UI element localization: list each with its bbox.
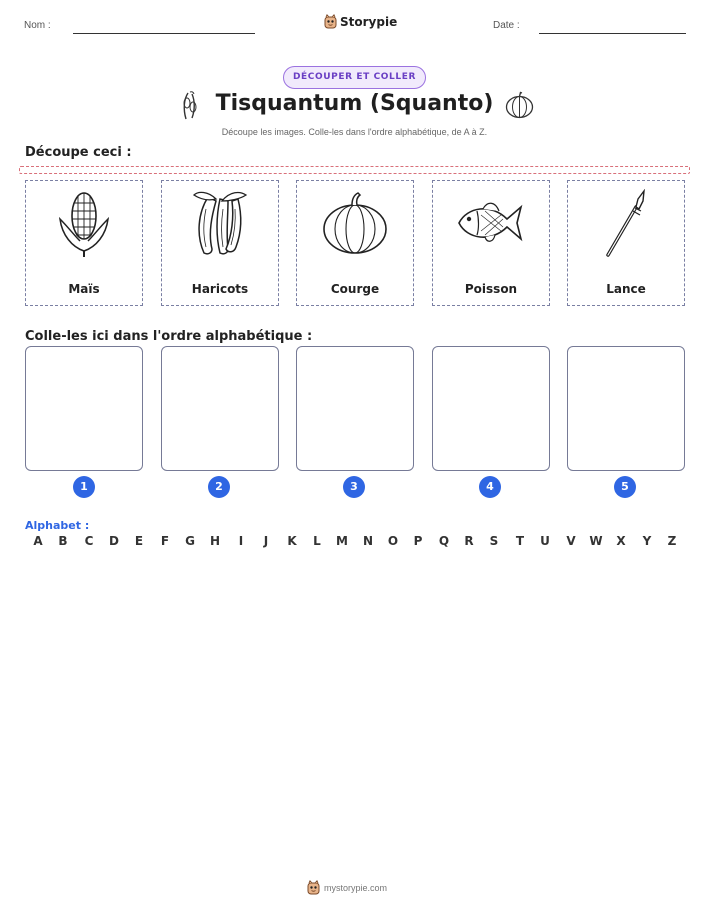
card-label: Haricots — [191, 282, 249, 296]
slot-number-badge: 1 — [73, 476, 95, 498]
alphabet-label: Alphabet : — [25, 519, 90, 532]
cut-card-corn[interactable] — [25, 180, 143, 306]
paste-slot-5[interactable] — [567, 346, 685, 471]
cut-card-fish[interactable] — [432, 180, 550, 306]
paste-slot-1[interactable] — [25, 346, 143, 471]
footer-url[interactable]: mystorypie.com — [324, 882, 388, 893]
beans-icon — [186, 189, 254, 259]
cut-line — [19, 166, 690, 174]
alphabet-letter: C — [84, 534, 94, 548]
alphabet-letter: U — [540, 534, 550, 548]
activity-badge: DÉCOUPER ET COLLER — [283, 66, 426, 89]
instructions: Découpe les images. Colle-les dans l'ordre alphabétique, de A à Z. — [221, 127, 488, 137]
storypie-mascot-icon — [307, 880, 320, 895]
alphabet-letter: L — [313, 534, 321, 548]
cut-section-label: Découpe ceci : — [25, 145, 132, 160]
alphabet-letter: W — [589, 534, 603, 548]
alphabet-letter: Z — [667, 534, 677, 548]
name-line[interactable] — [73, 33, 255, 34]
alphabet-letter: J — [263, 534, 269, 548]
card-label: Poisson — [464, 282, 518, 296]
alphabet-letter: H — [209, 534, 221, 548]
card-label: Lance — [606, 282, 646, 296]
card-label: Courge — [330, 282, 380, 296]
page-title: Tisquantum (Squanto) — [215, 91, 494, 116]
corn-icon — [50, 189, 118, 259]
slot-number-badge: 2 — [208, 476, 230, 498]
slot-number-badge: 4 — [479, 476, 501, 498]
alphabet-letter: Y — [642, 534, 652, 548]
alphabet-letter: Q — [438, 534, 450, 548]
alphabet-letter: T — [515, 534, 525, 548]
alphabet-letter: G — [185, 534, 195, 548]
alphabet-letter: O — [387, 534, 399, 548]
storypie-mascot-icon — [324, 14, 337, 29]
slot-number-badge: 3 — [343, 476, 365, 498]
brand-name: Storypie — [340, 14, 398, 29]
paste-slot-4[interactable] — [432, 346, 550, 471]
cut-card-spear[interactable] — [567, 180, 685, 306]
date-label: Date : — [493, 20, 520, 31]
cut-card-beans[interactable] — [161, 180, 279, 306]
alphabet-letter: D — [109, 534, 119, 548]
slot-number-badge: 5 — [614, 476, 636, 498]
cut-card-pumpkin[interactable] — [296, 180, 414, 306]
alphabet-letter: S — [489, 534, 499, 548]
name-label: Nom : — [24, 20, 51, 31]
paste-section-label: Colle-les ici dans l'ordre alphabétique : — [25, 329, 313, 344]
fish-icon — [457, 189, 525, 259]
alphabet-letter: P — [413, 534, 423, 548]
alphabet-letter: R — [464, 534, 474, 548]
pumpkin-deco-icon — [505, 91, 534, 119]
brand-logo — [324, 14, 397, 29]
footer — [307, 880, 387, 895]
alphabet-letter: N — [362, 534, 374, 548]
card-label: Maïs — [68, 282, 100, 296]
pumpkin-icon — [321, 189, 389, 259]
alphabet-letter: V — [566, 534, 576, 548]
alphabet-letter: X — [616, 534, 626, 548]
spear-icon — [592, 189, 660, 259]
alphabet-letter: K — [287, 534, 297, 548]
alphabet-letter: I — [238, 534, 244, 548]
alphabet-letter: B — [58, 534, 68, 548]
paste-slot-2[interactable] — [161, 346, 279, 471]
alphabet-row — [25, 534, 685, 550]
alphabet-letter: A — [33, 534, 43, 548]
alphabet-letter: F — [160, 534, 170, 548]
paste-slot-3[interactable] — [296, 346, 414, 471]
alphabet-letter: M — [336, 534, 348, 548]
alphabet-letter: E — [134, 534, 144, 548]
date-line[interactable] — [539, 33, 686, 34]
